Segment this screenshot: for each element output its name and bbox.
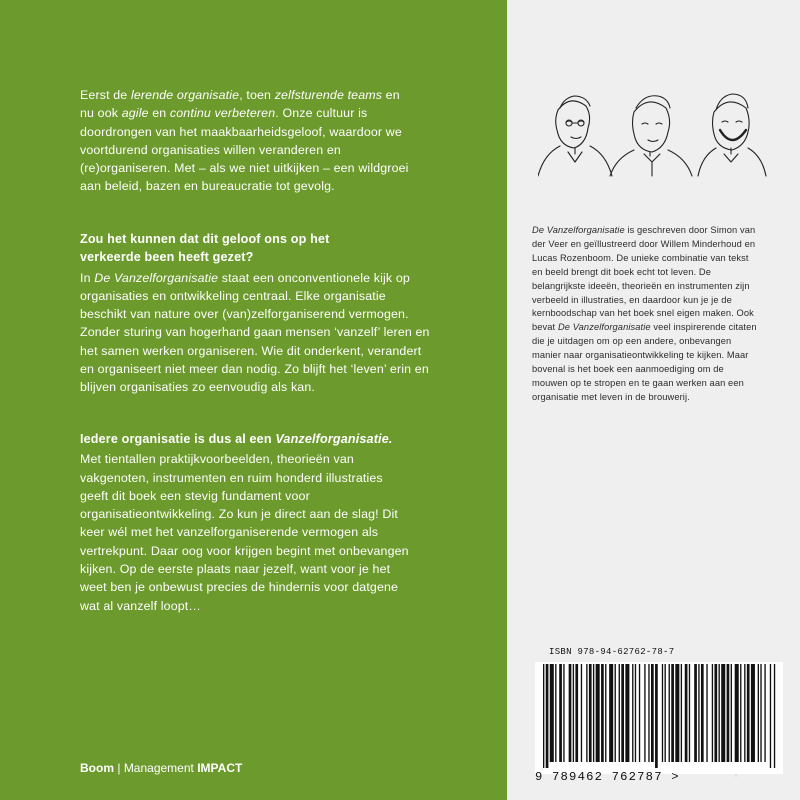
section-1-body: In De Vanzelforganisatie staat een onconventionele kijk op organisaties en ontwikkeling centraal. Elke organisatie beschikt van nature over (van)zelforganiserend vermogen. Zonder sturing van hogerhand gaan mensen ‘vanzelf’ leren en het samen werken organiseren. Wie dit onderkent, verandert en organiseert niet meer dan nodig. Zo blijft het ‘leven’ erin en blijven organisaties zo eenvoudig als kan. bbox=[80, 270, 430, 395]
barcode-bar bbox=[655, 664, 658, 768]
barcode-bar bbox=[569, 664, 572, 762]
intro-italic: zelfsturende teams bbox=[274, 88, 383, 102]
intro-paragraph bbox=[80, 86, 410, 196]
barcode-bar bbox=[563, 664, 564, 762]
barcode-bar bbox=[609, 664, 613, 762]
barcode-bar bbox=[639, 664, 640, 762]
intro-text: , toen bbox=[239, 88, 275, 102]
barcode-bar bbox=[764, 664, 765, 762]
barcode-bar bbox=[714, 664, 717, 762]
barcode-bar bbox=[593, 664, 594, 762]
barcode-bar bbox=[605, 664, 606, 762]
publisher-logo: Boom | Management IMPACT bbox=[80, 761, 243, 775]
barcode-bar bbox=[744, 664, 745, 762]
section-1 bbox=[80, 230, 430, 397]
barcode-bar bbox=[621, 664, 624, 762]
section-2-heading: Iedere organisatie is dus al een Vanzelforganisatie. bbox=[80, 432, 393, 446]
barcode-bar bbox=[721, 664, 725, 762]
barcode-bar bbox=[625, 664, 629, 762]
barcode-bar bbox=[689, 664, 690, 762]
barcode-bar bbox=[555, 664, 556, 762]
barcode-bar bbox=[601, 664, 604, 762]
barcode-bar bbox=[632, 664, 633, 762]
barcode-bar bbox=[648, 664, 649, 762]
barcode-bar bbox=[681, 664, 682, 762]
barcode-bar bbox=[575, 664, 578, 762]
barcode-bar bbox=[550, 664, 554, 762]
barcode-bar bbox=[596, 664, 600, 762]
barcode-bar bbox=[586, 664, 587, 762]
section-1-heading: Zou het kunnen dat dit geloof ons op het verkeerde been heeft gezet? bbox=[80, 232, 330, 265]
barcode-bar bbox=[651, 664, 654, 762]
barcode-bar bbox=[712, 664, 713, 762]
intro-italic: lerende organisatie bbox=[130, 88, 240, 102]
section-2 bbox=[80, 430, 410, 615]
barcode-bar bbox=[751, 664, 755, 762]
barcode-bar bbox=[581, 664, 582, 762]
isbn-label: ISBN 978-94-62762-78-7 bbox=[549, 647, 675, 657]
intro-italic: agile bbox=[121, 106, 149, 121]
barcode-bar bbox=[675, 664, 679, 762]
barcode-bar bbox=[543, 664, 544, 768]
intro-text: en nu ook bbox=[80, 88, 400, 121]
section-2-body: Met tientallen praktijkvoorbeelden, theorieën van vakgenoten, instrumenten en ruim honderd illustraties geeft dit boek een stevig fundament voor organisatieontwikkeling. Zo kun je direct aan de slag! Dit keer wél met het vanzelforganiserende vermogen als vertrekpunt. Daar oog voor krijgen begint met onbevangen kijken. Op de eerste plaats naar jezelf, want voor je het weet ben je onbewust precies de hindernis voor datgene wat al vanzelf loopt… bbox=[80, 452, 409, 613]
intro-italic: continu verbeteren bbox=[169, 106, 276, 121]
barcode-bar bbox=[665, 664, 666, 762]
barcode-bar bbox=[774, 664, 775, 768]
barcode-bar bbox=[758, 664, 759, 762]
barcode-bar bbox=[559, 664, 562, 762]
intro-text: Eerst de bbox=[80, 88, 131, 102]
barcode-bar bbox=[619, 664, 620, 762]
barcode-bar bbox=[589, 664, 592, 762]
barcode-bar bbox=[698, 664, 699, 762]
barcode-bar bbox=[615, 664, 616, 762]
barcode-bar bbox=[644, 664, 645, 762]
author-blurb: De Vanzelforganisatie is geschreven door Simon van der Veer en geïllustreerd door Willem Minderhoud en Lucas Rozenboom. De unieke combinatie van tekst en beeld brengt dit boek echt tot leven. De belangrijkste ideeën, theorieën en instrumenten zijn verbeeld in illustraties, en daardoor kun je je de kernboodschap van het boek snel eigen maken. Ook bevat De Vanzelforganisatie veel inspirerende citaten die je uitdagen om op een andere, onbevangen manier naar organisatieontwikkeling te kijken. Maar bovenal is het boek een aanmoediging om de mouwen op te stropen en te gaan werken aan een organisatie met leven in de brouwerij. bbox=[532, 225, 757, 402]
barcode-bar bbox=[701, 664, 704, 762]
barcode-bar bbox=[760, 664, 761, 762]
barcode-bar bbox=[731, 664, 732, 762]
barcode-bar bbox=[747, 664, 750, 762]
barcode-bar bbox=[727, 664, 730, 762]
barcode-bar bbox=[740, 664, 741, 762]
barcode-bar bbox=[671, 664, 674, 762]
barcode-bar bbox=[685, 664, 688, 762]
barcode-bar bbox=[719, 664, 720, 762]
portrait-illustration bbox=[538, 82, 768, 178]
intro-text: . Onze cultuur is doordrongen van het maakbaarheidsgeloof, waardoor we voortdurend organisaties willen veranderen en (re)organiseren. Met – als we niet uitkijken – een wildgroei aan beleid, bazen en bureaucratie tot gevolg. bbox=[80, 106, 409, 194]
barcode bbox=[535, 662, 783, 774]
barcode-bar bbox=[706, 664, 707, 762]
barcode-bar bbox=[635, 664, 636, 762]
barcode-bar bbox=[735, 664, 739, 762]
barcode-bar bbox=[694, 664, 697, 762]
intro-text: en bbox=[148, 106, 170, 121]
barcode-bar bbox=[662, 664, 663, 762]
isbn-digits: 9 789462 762787 > bbox=[535, 770, 680, 784]
barcode-bar bbox=[669, 664, 670, 762]
barcode-bar bbox=[770, 664, 771, 768]
barcode-bar bbox=[546, 664, 549, 768]
barcode-bar bbox=[573, 664, 574, 762]
